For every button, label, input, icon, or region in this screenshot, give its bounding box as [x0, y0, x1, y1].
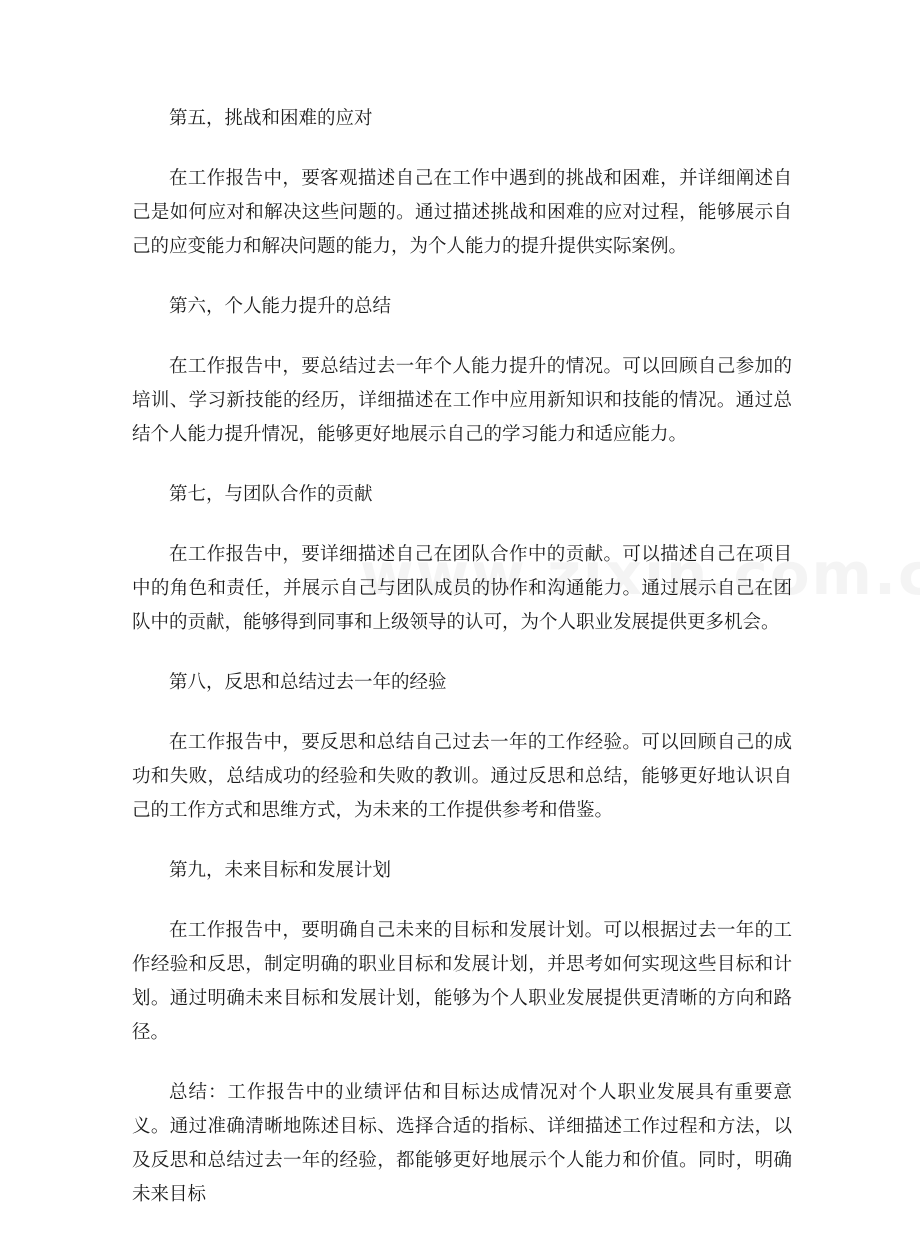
section-body-9: 在工作报告中，要明确自己未来的目标和发展计划。可以根据过去一年的工作经验和反思，制定明确的职业目标和发展计划，并思考如何实现这些目标和计划。通过明确未来目标和发展计划，能够为个人职业发展提供更清晰的方向和路径。	[132, 920, 792, 1043]
summary-paragraph: 总结：工作报告中的业绩评估和目标达成情况对个人职业发展具有重要意义。通过准确清晰地陈述目标、选择合适的指标、详细描述工作过程和方法，以及反思和总结过去一年的经验，都能够更好地展示个人能力和价值。同时，明确未来目标	[132, 1082, 792, 1205]
section-body-5: 在工作报告中，要客观描述自己在工作中遇到的挑战和困难，并详细阐述自己是如何应对和解决这些问题的。通过描述挑战和困难的应对过程，能够展示自己的应变能力和解决问题的能力，为个人能力的提升提供实际案例。	[132, 168, 792, 257]
section-heading-7: 第七，与团队合作的贡献	[169, 484, 373, 505]
document-body	[132, 102, 792, 1238]
section-heading-6: 第六，个人能力提升的总结	[169, 296, 392, 317]
section-heading-8: 第八，反思和总结过去一年的经验	[169, 672, 447, 693]
section-body-7: 在工作报告中，要详细描述自己在团队合作中的贡献。可以描述自己在项目中的角色和责任，并展示自己与团队成员的协作和沟通能力。通过展示自己在团队中的贡献，能够得到同事和上级领导的认可，为个人职业发展提供更多机会。	[132, 544, 792, 633]
section-heading-9: 第九，未来目标和发展计划	[169, 860, 392, 881]
section-body-6: 在工作报告中，要总结过去一年个人能力提升的情况。可以回顾自己参加的培训、学习新技能的经历，详细描述在工作中应用新知识和技能的情况。通过总结个人能力提升情况，能够更好地展示自己的学习能力和适应能力。	[132, 356, 792, 445]
section-heading-5: 第五，挑战和困难的应对	[169, 108, 373, 129]
section-body-8: 在工作报告中，要反思和总结自己过去一年的工作经验。可以回顾自己的成功和失败，总结成功的经验和失败的教训。通过反思和总结，能够更好地认识自己的工作方式和思维方式，为未来的工作提供参考和借鉴。	[132, 732, 792, 821]
